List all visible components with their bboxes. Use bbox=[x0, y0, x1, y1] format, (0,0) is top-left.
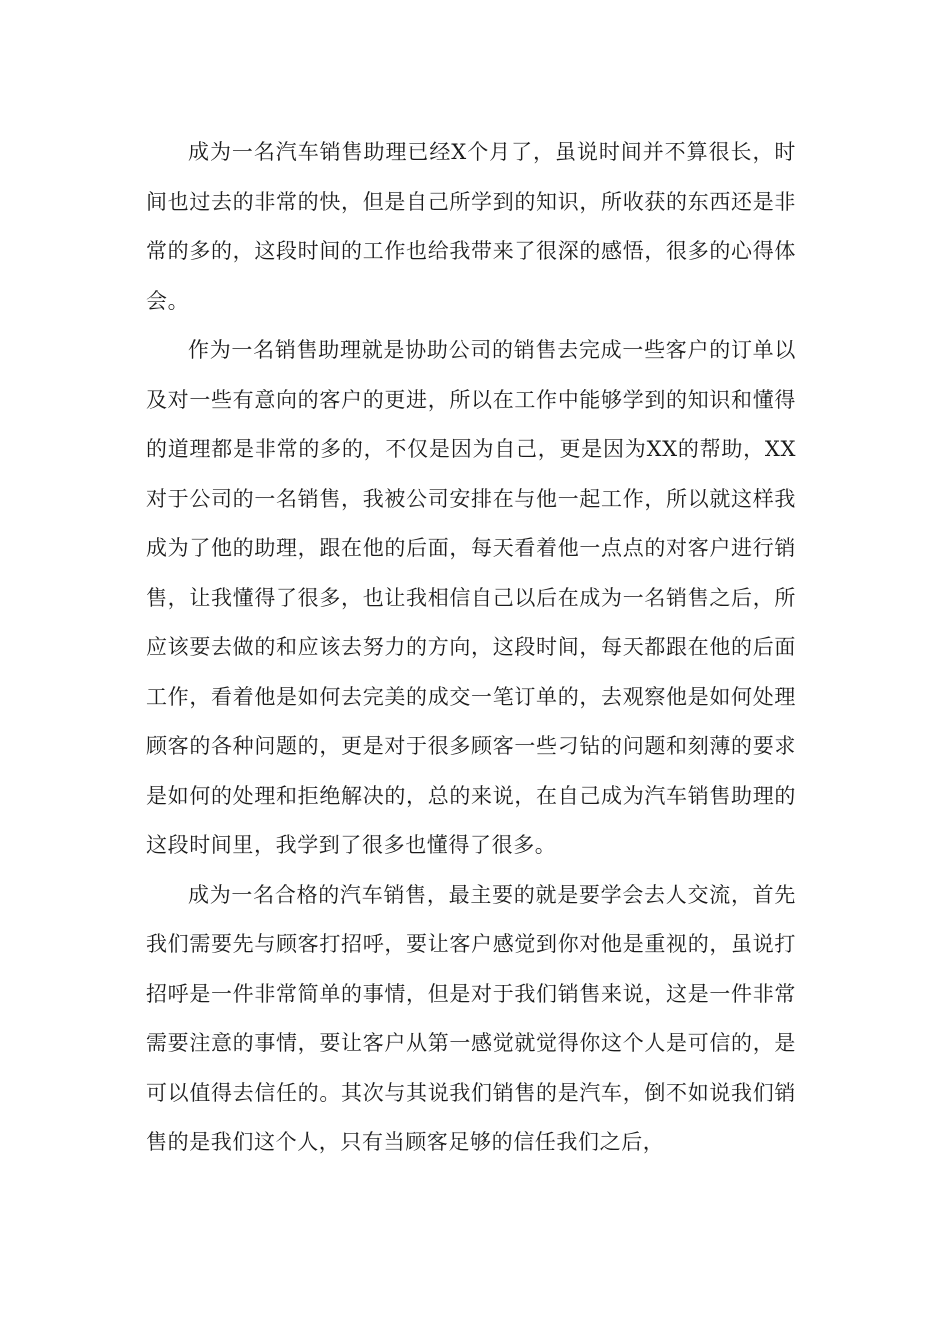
paragraph-1: 成为一名汽车销售助理已经X个月了，虽说时间并不算很长，时间也过去的非常的快，但是自己所学到的知识，所收获的东西还是非常的多的，这段时间的工作也给我带来了很深的感悟，很多的心得体会。 bbox=[146, 140, 796, 313]
paragraph-2: 作为一名销售助理就是协助公司的销售去完成一些客户的订单以及对一些有意向的客户的更进，所以在工作中能够学到的知识和懂得的道理都是非常的多的，不仅是因为自己，更是因为XX的帮助，XX对于公司的一名销售，我被公司安排在与他一起工作，所以就这样我成为了他的助理，跟在他的后面，每天看着他一点点的对客户进行销售，让我懂得了很多，也让我相信自己以后在成为一名销售之后，所应该要去做的和应该去努力的方向，这段时间，每天都跟在他的后面工作，看着他是如何去完美的成交一笔订单的，去观察他是如何处理顾客的各种问题的，更是对于很多顾客一些刁钻的问题和刻薄的要求是如何的处理和拒绝解决的，总的来说，在自己成为汽车销售助理的这段时间里，我学到了很多也懂得了很多。 bbox=[146, 338, 796, 857]
paragraph-3: 成为一名合格的汽车销售，最主要的就是要学会去人交流，首先我们需要先与顾客打招呼，要让客户感觉到你对他是重视的，虽说打招呼是一件非常简单的事情，但是对于我们销售来说，这是一件非常需要注意的事情，要让客户从第一感觉就觉得你这个人是可信的，是可以值得去信任的。其次与其说我们销售的是汽车，倒不如说我们销售的是我们这个人，只有当顾客足够的信任我们之后， bbox=[146, 882, 796, 1154]
document-body bbox=[146, 128, 796, 1168]
